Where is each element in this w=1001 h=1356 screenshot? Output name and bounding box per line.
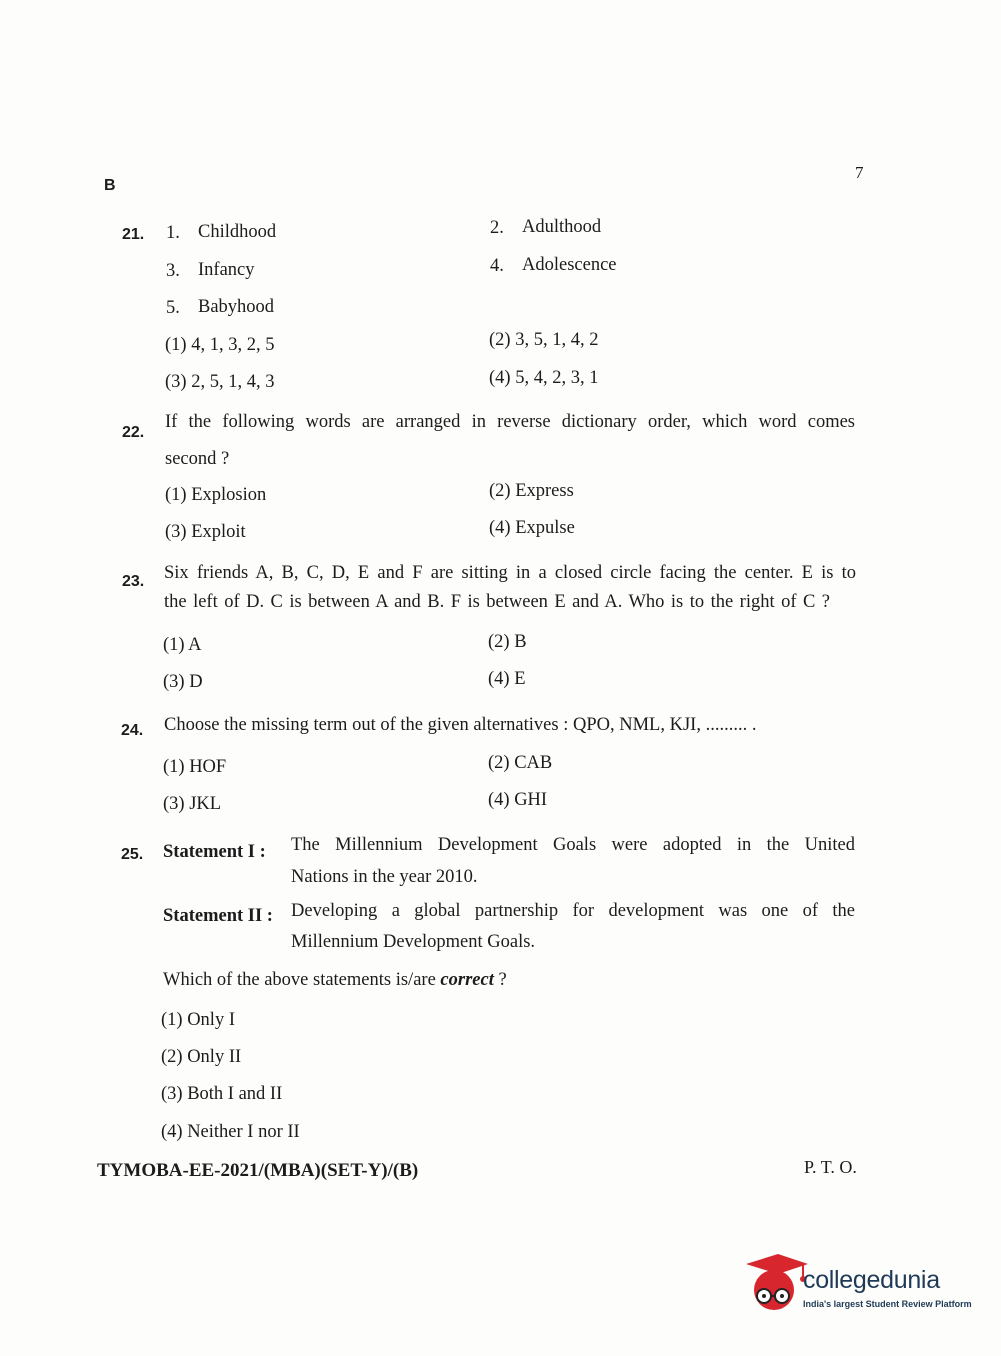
question-number: 24. — [121, 722, 144, 739]
question-text: Choose the missing term out of the given alternatives : QPO, NML, KJI, ......... . — [164, 715, 757, 735]
prompt-emphasis: correct — [440, 970, 494, 990]
pto-label: P. T. O. — [804, 1157, 857, 1177]
option-2: (2) 3, 5, 1, 4, 2 — [489, 330, 599, 350]
option-3: (3) 2, 5, 1, 4, 3 — [165, 372, 275, 392]
statement-2-label: Statement II : — [163, 906, 273, 926]
item-text: Babyhood — [198, 297, 275, 317]
option-2: (2) B — [488, 632, 527, 652]
option-3: (3) D — [163, 672, 203, 692]
question-text-cont: second ? — [165, 449, 230, 469]
statement-1-text: The Millennium Development Goals were adopted in the United — [291, 835, 855, 855]
set-letter: B — [104, 177, 116, 194]
question-text: Six friends A, B, C, D, E and F are sitting in a closed circle facing the center. E is to — [164, 563, 856, 583]
option-1: (1) A — [163, 635, 202, 655]
option-2: (2) Express — [489, 481, 574, 501]
question-prompt — [163, 970, 507, 991]
item-text: Adulthood — [522, 217, 602, 237]
item-text: Childhood — [198, 222, 277, 242]
item-text: Adolescence — [522, 255, 617, 275]
question-number: 21. — [122, 226, 145, 243]
paper-code: TYMOBA-EE-2021/(MBA)(SET-Y)/(B) — [97, 1160, 419, 1181]
question-number: 22. — [122, 424, 145, 441]
prompt-end: ? — [498, 970, 507, 990]
mascot-icon — [742, 1252, 812, 1316]
option-4: (4) GHI — [488, 790, 548, 810]
item-number: 3. — [166, 261, 180, 281]
brand-logo — [742, 1252, 812, 1316]
option-3: (3) Both I and II — [161, 1084, 283, 1104]
question-number: 23. — [122, 573, 145, 590]
option-1: (1) 4, 1, 3, 2, 5 — [165, 335, 275, 355]
statement-2-text: Developing a global partnership for development was one of the — [291, 901, 855, 921]
item-number: 4. — [490, 256, 504, 276]
statement-2-text-cont: Millennium Development Goals. — [291, 932, 536, 952]
statement-1-label: Statement I : — [163, 842, 266, 862]
page-number: 7 — [855, 163, 864, 182]
option-3: (3) Exploit — [165, 522, 246, 542]
item-number: 2. — [490, 218, 504, 238]
statement-1-text-cont: Nations in the year 2010. — [291, 867, 478, 887]
item-text: Infancy — [198, 260, 255, 280]
option-3: (3) JKL — [163, 794, 222, 814]
option-4: (4) E — [488, 669, 526, 689]
brand-tagline: India's largest Student Review Platform — [803, 1299, 972, 1309]
brand-name: collegedunia — [803, 1266, 940, 1294]
item-number: 5. — [166, 298, 180, 318]
question-text: If the following words are arranged in reverse dictionary order, which word comes — [165, 412, 855, 432]
option-1: (1) HOF — [163, 757, 227, 777]
option-4: (4) Expulse — [489, 518, 575, 538]
question-text-cont: the left of D. C is between A and B. F is between E and A. Who is to the right of C ? — [164, 592, 830, 612]
option-4: (4) 5, 4, 2, 3, 1 — [489, 368, 599, 388]
option-1: (1) Explosion — [165, 485, 267, 505]
option-1: (1) Only I — [161, 1010, 235, 1030]
question-number: 25. — [121, 846, 144, 863]
option-4: (4) Neither I nor II — [161, 1122, 300, 1142]
option-2: (2) Only II — [161, 1047, 242, 1067]
item-number: 1. — [166, 223, 180, 243]
option-2: (2) CAB — [488, 753, 553, 773]
prompt-text: Which of the above statements is/are — [163, 970, 436, 990]
